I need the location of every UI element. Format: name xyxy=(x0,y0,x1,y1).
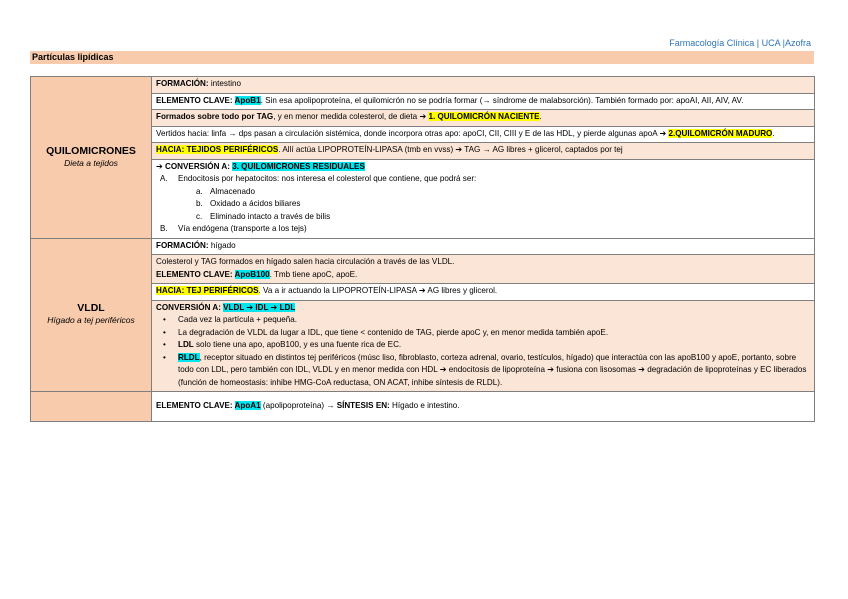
hdl-elemento-label: ELEMENTO CLAVE: xyxy=(156,400,235,410)
header-course-label: Farmacología Clínica | UCA |Azofra xyxy=(669,38,811,48)
hdl-elemento-cell xyxy=(152,392,815,422)
vldl-conversion-highlight: VLDL ➔ IDL ➔ LDL xyxy=(223,302,296,312)
vldl-formacion-cell xyxy=(152,238,815,255)
quilo-conversion-cell xyxy=(152,159,815,238)
list-item xyxy=(163,314,810,327)
vldl-hacia-cell xyxy=(152,284,815,301)
vldl-formacion-text: hígado xyxy=(208,240,236,250)
table-row xyxy=(31,238,815,255)
quilo-hacia-cell xyxy=(152,143,815,160)
hdl-sintesis-text: Hígado e intestino. xyxy=(389,400,460,410)
vldl-label-cell xyxy=(31,238,152,392)
conversion-list xyxy=(156,223,810,236)
bullet-icon: • xyxy=(163,315,166,324)
list-item-text: Eliminado intacto a través de bilis xyxy=(210,211,331,221)
vldl-elemento-cell xyxy=(152,255,815,284)
list-item-text: , receptor situado en distintos tej periféricos (músc liso, fibroblasto, corteza adrenal, ovario, testículos, hígado) que interactúa con las apoB100 y apoE, portanto, sobre todo con LDL, pero también con IDL, VLDL y en menor medida con HDL ➔ endocitosis de lipoproteína ➔ fusiona con lisosomas ➔ degradación de lipoproteínas y EC liberados (función de homeostasis: inhibe HMG-CoA reductasa, ON ACAT, inhibe síntesis de RLDL). xyxy=(178,352,807,387)
list-item xyxy=(160,173,810,186)
list-item-text: Vía endógena (transporte a los tejs) xyxy=(178,224,307,233)
vldl-elemento-text: . Tmb tiene apoC, apoE. xyxy=(269,269,358,279)
table-row xyxy=(31,392,815,422)
vldl-hacia-text: . Va a ir actuando la LIPOPROTEÍN-LIPASA ➔ AG libres y glicerol. xyxy=(258,286,498,295)
quilo-residuales-highlight: 3. QUILOMICRONES RESIDUALES xyxy=(232,161,365,171)
quilo-elemento-text: . Sin esa apolipoproteína, el quilomicrón no se podría formar (→ síndrome de malabsorción). También formado por: apoAI, AII, AIV, AV. xyxy=(260,95,744,105)
list-item-text: Cada vez la partícula + pequeña. xyxy=(178,315,298,324)
hdl-elemento-text: (apolipoproteína) → xyxy=(260,400,337,410)
quilo-hacia-text: . Allí actúa LIPOPROTEÍN-LIPASA (tmb en vvss) ➔ TAG → AG libres + glicerol, captados por tej xyxy=(278,145,623,154)
list-marker: b. xyxy=(196,199,203,208)
quilo-conversion-label: ➔ CONVERSIÓN A: xyxy=(156,161,233,171)
list-item xyxy=(163,327,810,340)
sublist xyxy=(156,186,810,224)
apob1-highlight: ApoB1 xyxy=(234,95,261,105)
vldl-title: VLDL xyxy=(77,302,105,315)
list-item-text: Almacenado xyxy=(210,186,255,196)
list-item xyxy=(163,352,810,390)
vldl-colesterol-text: Colesterol y TAG formados en hígado salen hacia circulación a través de las VLDL. xyxy=(156,257,455,266)
rldl-highlight: RLDL xyxy=(178,352,200,362)
bullet-icon: • xyxy=(163,327,166,337)
quilo-vertidos-cell xyxy=(152,126,815,143)
quilo-hacia-highlight: HACIA: TEJIDOS PERIFÉRICOS xyxy=(156,145,279,154)
conversion-list xyxy=(156,173,810,186)
list-marker: B. xyxy=(160,224,168,233)
hdl-label-cell xyxy=(31,392,152,422)
bullet-icon: • xyxy=(163,352,166,362)
section-title: Partículas lipídicas xyxy=(30,51,814,64)
list-item xyxy=(196,186,810,199)
hdl-sintesis-label: SÍNTESIS EN: xyxy=(336,400,390,410)
list-marker: a. xyxy=(196,186,203,196)
quilo-elemento-cell xyxy=(152,93,815,110)
quilo-formados-cell xyxy=(152,110,815,127)
vldl-hacia-highlight: HACIA: TEJ PERIFÉRICOS xyxy=(156,286,259,295)
vldl-conversion-label: CONVERSIÓN A: xyxy=(156,302,224,312)
list-item xyxy=(160,223,810,236)
list-item xyxy=(196,211,810,224)
list-item-text: Endocitosis por hepatocitos: nos interesa el colesterol que contiene, que podrá ser: xyxy=(178,174,477,183)
vldl-formacion-label: FORMACIÓN: xyxy=(156,240,209,250)
bullet-icon: • xyxy=(163,340,166,349)
list-item xyxy=(196,198,810,211)
quilo-maduro-highlight: 2.QUILOMICRÓN MADURO xyxy=(668,128,773,138)
arrow-icon: ➔ xyxy=(659,128,669,138)
table-row xyxy=(31,77,815,94)
vldl-subtitle: Hígado a tej periféricos xyxy=(47,315,135,326)
quilo-formacion-cell xyxy=(152,77,815,94)
quilo-formacion-text: intestino xyxy=(208,79,242,88)
quilo-elemento-label: ELEMENTO CLAVE: xyxy=(156,95,235,105)
list-item-text: solo tiene una apo, apoB100, y es una fuente rica de EC. xyxy=(193,340,402,349)
quilo-vertidos-text: Vertidos hacia: linfa → dps pasan a circulación sistémica, donde incorpora otras apo: apoCI, CII, CIII y E de las HDL, y pierde algunas apoA xyxy=(156,128,660,138)
lipid-particles-table xyxy=(30,76,815,422)
quilomicrones-label-cell xyxy=(31,77,152,239)
quilo-naciente-highlight: 1. QUILOMICRÓN NACIENTE xyxy=(428,112,540,121)
list-marker: A. xyxy=(160,174,168,183)
apob100-highlight: ApoB100 xyxy=(234,269,270,279)
vldl-elemento-label: ELEMENTO CLAVE: xyxy=(156,269,235,279)
vldl-bullet-list xyxy=(156,314,810,389)
apoa1-highlight: ApoA1 xyxy=(234,400,261,410)
quilo-formados-end: . xyxy=(539,112,542,121)
list-item-text: La degradación de VLDL da lugar a IDL, que tiene < contenido de TAG, pierde apoC y, en menor medida también apoE. xyxy=(178,327,609,337)
quilo-vertidos-end: . xyxy=(772,128,775,138)
quilomicrones-title: QUILOMICRONES xyxy=(46,144,136,157)
list-marker: c. xyxy=(196,211,203,221)
quilo-formados-bold: Formados sobre todo por TAG xyxy=(156,112,274,121)
quilo-formados-text: , y en menor medida colesterol, de dieta xyxy=(273,112,420,121)
vldl-conversion-cell xyxy=(152,300,815,392)
quilomicrones-subtitle: Dieta a tejidos xyxy=(64,157,118,168)
arrow-icon: ➔ xyxy=(419,112,429,121)
list-item xyxy=(163,339,810,352)
quilo-formacion-label: FORMACIÓN: xyxy=(156,79,209,88)
ldl-bold: LDL xyxy=(178,340,194,349)
list-item-text: Oxidado a ácidos biliares xyxy=(210,199,301,208)
